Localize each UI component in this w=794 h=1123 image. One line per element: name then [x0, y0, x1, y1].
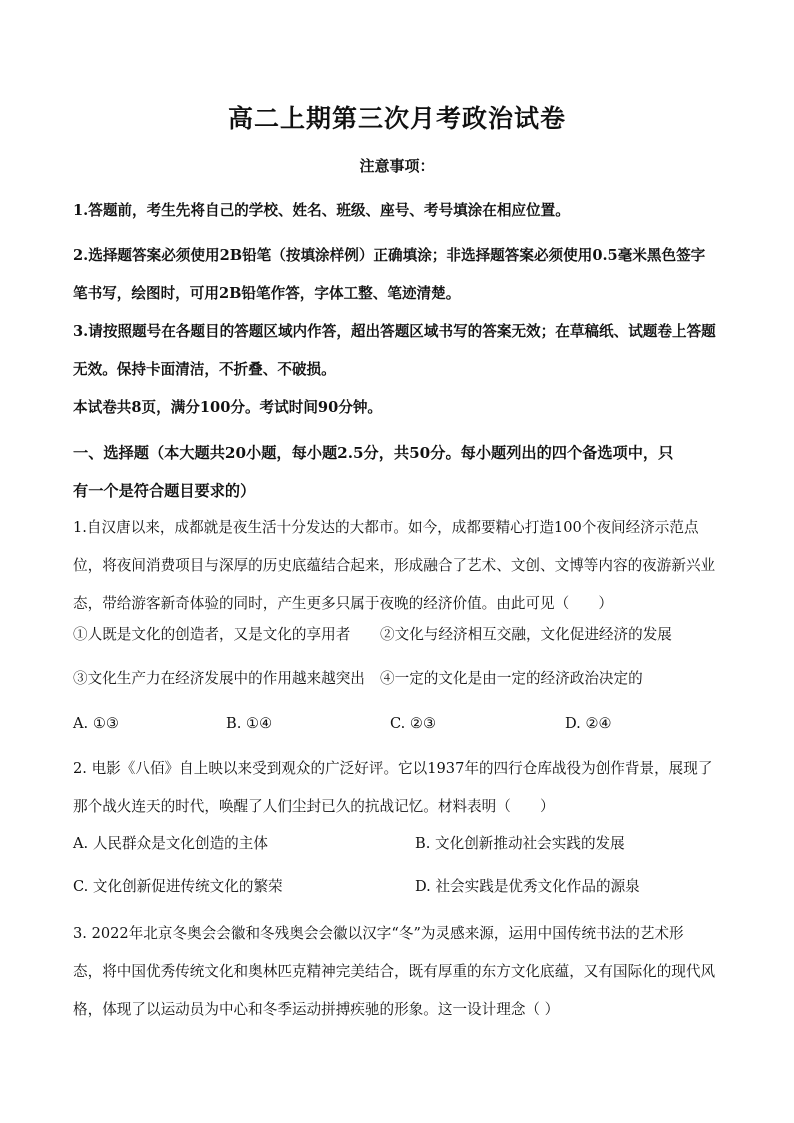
- exam-info-line: 本试卷共8页，满分100分。考试时间90分钟。: [73, 399, 383, 416]
- notice-3: [73, 313, 723, 389]
- statement-3: ③文化生产力在经济发展中的作用越来越突出: [73, 670, 365, 687]
- question-1-stem: [73, 509, 723, 623]
- notice-1: [73, 192, 723, 230]
- notice-1-line-1: 1.答题前，考生先将自己的学校、姓名、班级、座号、考号填涂在相应位置。: [73, 202, 570, 219]
- q2-option-a[interactable]: A. 人民群众是文化创造的主体: [73, 835, 268, 852]
- question-1-line-3: 态，带给游客新奇体验的同时，产生更多只属于夜晚的经济价值。由此可见（ ）: [73, 595, 613, 612]
- page-title: 高二上期第三次月考政治试卷: [227, 104, 566, 133]
- q1-option-d[interactable]: D. ②④: [565, 715, 612, 732]
- notice-heading: 注意事项：: [359, 157, 435, 175]
- question-1-line-2: 位，将夜间消费项目与深厚的历史底蕴结合起来，形成融合了艺术、文创、文博等内容的夜游新兴业: [73, 557, 716, 574]
- q1-option-a[interactable]: A. ①③: [73, 715, 119, 732]
- q1-option-b[interactable]: B. ①④: [226, 715, 273, 732]
- statement-1: ①人既是文化的创造者，又是文化的享用者: [73, 626, 351, 643]
- q2-option-d[interactable]: D. 社会实践是优秀文化作品的源泉: [415, 878, 640, 895]
- notice-2-line-1: 2.选择题答案必须使用2B铅笔（按填涂样例）正确填涂；非选择题答案必须使用0.5毫米黑色签字: [73, 247, 706, 264]
- statement-2: ②文化与经济相互交融，文化促进经济的发展: [380, 626, 672, 643]
- statement-4: ④一定的文化是由一定的经济政治决定的: [380, 670, 643, 687]
- exam-info: [73, 389, 723, 427]
- q2-option-c[interactable]: C. 文化创新促进传统文化的繁荣: [73, 878, 283, 895]
- notice-3-line-1: 3.请按照题号在各题目的答题区域内作答，超出答题区域书写的答案无效；在草稿纸、试题卷上答题: [73, 323, 716, 340]
- section-heading-line-1: 一、选择题（本大题共20小题，每小题2.5分，共50分。每小题列出的四个备选项中，只: [73, 444, 674, 462]
- notice-2-line-2: 笔书写，绘图时，可用2B铅笔作答，字体工整、笔迹清楚。: [73, 285, 461, 302]
- question-1-line-1: 1.自汉唐以来，成都就是夜生活十分发达的大都市。如今，成都要精心打造100个夜间经济示范点: [73, 519, 699, 536]
- question-3-stem: [73, 915, 723, 1029]
- section-heading-line-2: 有一个是符合题目要求的）: [73, 482, 256, 500]
- section-heading: [73, 434, 723, 510]
- q2-option-b[interactable]: B. 文化创新推动社会实践的发展: [415, 835, 625, 852]
- question-2-stem: [73, 750, 723, 826]
- question-2-line-2: 那个战火连天的时代，唤醒了人们尘封已久的抗战记忆。材料表明（ ）: [73, 798, 555, 815]
- question-2-line-1: 2. 电影《八佰》自上映以来受到观众的广泛好评。它以1937年的四行仓库战役为创作背景，展现了: [73, 760, 713, 777]
- notice-2: [73, 237, 723, 313]
- question-3-line-1: 3. 2022年北京冬奥会会徽和冬残奥会会徽以汉字“冬”为灵感来源，运用中国传统书法的艺术形: [73, 925, 684, 942]
- notice-3-line-2: 无效。保持卡面清洁，不折叠、不破损。: [73, 361, 336, 378]
- q1-option-c[interactable]: C. ②③: [390, 715, 437, 732]
- question-3-line-2: 态，将中国优秀传统文化和奥林匹克精神完美结合，既有厚重的东方文化底蕴，又有国际化的现代风: [73, 963, 716, 980]
- question-3-line-3: 格，体现了以运动员为中心和冬季运动拼搏疾驰的形象。这一设计理念（ ）: [73, 1001, 560, 1018]
